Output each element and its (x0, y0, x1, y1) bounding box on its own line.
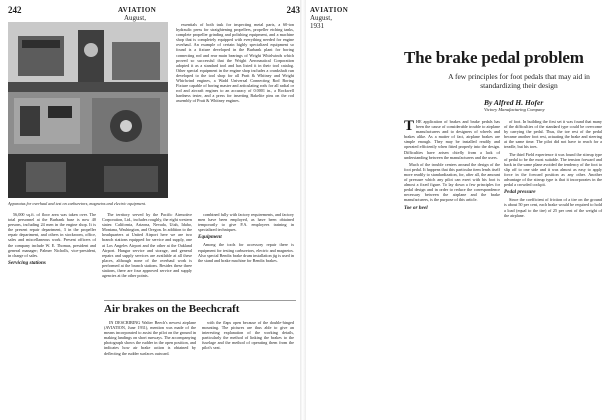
photo-caption: Apparatus for overhaul and test on carburetors, magnetos and electric equipment. (8, 201, 146, 206)
left-issue-date: August, (124, 14, 146, 22)
workshop-photo-graphic (8, 22, 168, 198)
right-page (286, 0, 606, 420)
equipment-photo (8, 22, 168, 198)
equipment-subhead: Equipment (198, 234, 222, 241)
paragraph (404, 119, 500, 160)
paragraph: Since the coefficient of friction of a tire on the ground is about 50 per cent, each brake would be required to hold a load (equal to the tire) of 25 per cent of the weight of the airplane. (504, 197, 602, 218)
lead-text: HE application of brakes and brake pedals has been the cause of considerable trouble to airplane manufacturers and to designers of wheels and brakes alike. As a matter of fact, airplane brakes are simple enough. They may be installed readily and operated efficiently when fitted properly into the design. Difficulties have arisen chiefly from a lack of understanding between the manufacturers and the users. (404, 119, 500, 160)
right-page-number: 243 (286, 5, 300, 15)
left-column-b (102, 212, 192, 280)
right-magazine-name: AVIATION (310, 6, 349, 14)
left-page (0, 0, 300, 420)
paragraph: Much of the trouble centers around the design of the foot pedal. It happens that this particular item lends itself more readily to standardization, for, after all, the amount of pressure which any pilot can exert with his foot is almost a fixed figure. To lay down a few principles for pedal design and in order to reduce the correspondence necessary between the airplane and the brake manufacturers, is the purpose of this article. (404, 161, 500, 203)
toe-or-heel-subhead: Toe or heel (404, 204, 428, 211)
drop-cap: T (404, 118, 415, 134)
airbrakes-column-2 (202, 320, 294, 353)
author-affiliation: Victory Manufacturing Company (484, 107, 545, 112)
paragraph: The third Field experience it was found the stirrup type of pedal to be the most suitable. The tension forward and back in the same plane avoided the tendency of the foot to slip off to one side and it was almost as easy to apply force in the forward position as any other. Another advantage of the stirrup type is that it incorporates in the pedal a crowded cockpit. (504, 151, 602, 188)
paragraph: 56,000 sq.ft. of floor area was taken over. The total personnel at the Burbank base is now 40 persons, including 24 men in the engine shop. It is the present repair department, 3 in the propeller repair department, and others in stockroom, office, sales and miscellaneous work. Present officers of the company include W. E. Thomas, president and general manager; Palmer Nicholls, vice-president, in charge of sales. (8, 212, 96, 258)
left-column-a (8, 212, 96, 268)
paragraph: combined fully with factory requirements, and factory men have been employed, as have been obtained temporarily to give P.A. employees training in specialized techniques. (198, 212, 294, 233)
equipment-column (176, 22, 294, 106)
left-magazine-name: AVIATION (118, 6, 157, 14)
paragraph: with the flaps open because of the double-hinged mounting. The pictures are thus able to give an interesting explanation of the working details, particularly the method of linking the brakes to the fuselage and the method of operating them from the pilot's seat. (202, 320, 294, 351)
article-column-2 (504, 119, 602, 220)
left-column-c (198, 212, 294, 265)
paragraph: essentials of both task for inspecting metal parts, a 60-ton hydraulic press for straightening propellers, propeller etching tanks, complete propeller grinding and polishing equipment, and a machine shop that is completely equipped with everything needed for engine overhaul. An example of certain highly specialized equipment so found is a fixture developed in the Burbank plant for boring connecting rod and rear main bearings of Wright Whirlwinds which proved so successful that the Wright Aeronautical Corporation adopted it as a standard tool and has listed it in their tool catalog. Other special equipment in the engine shop includes a crankshaft run developed to the tool shop for all Pratt & Whitney and Wright Whirlwind engines, a Wadd Universal Connecting Rod Boring Fixture capable of boring master and articulating rods for all radial or rod and aircraft engines to an accuracy of 0.0001 in., a Rockwell hardness tester, and a press for inserting Bakelite pins on the rod assembly of Pratt & Whitney engines. (176, 22, 294, 104)
left-page-number: 242 (8, 5, 22, 15)
paragraph: The territory served by the Pacific Airmotive Corporation, Ltd., includes roughly, the eight western states: California, Arizona, Nevada, Utah, Idaho, Montana, Washington, and Oregon. In addition to the headquarters at United Airport here we are two branch stations equipped for service and supply, one at Los Angeles Airport and the other at the Oakland Airport. Hangar service and storage, and general repairs and supply services are available at all these places, although none of the overhaul work is performed at the branch stations. Besides these three stations, there are four approved service and supply agencies at the other points. (102, 212, 192, 279)
article-deck: A few principles for foot pedals that may aid in standardizing their design (448, 72, 590, 90)
airbrakes-headline: Air brakes on the Beechcraft (104, 303, 240, 315)
pedal-pressure-subhead: Pedal pressure (504, 189, 536, 196)
article-title: The brake pedal problem (404, 48, 584, 67)
right-issue-date: August, 1931 (310, 14, 332, 30)
article-column-1 (404, 119, 500, 213)
paragraph: of foot. In building the first set it was found that many of the difficulties of the standard type could be overcome by carrying the pedal. Thus, the toe rest of the pedal became another foot rest, actuating the brake and steering at the same time. The pilot did not have to reach for a treadle, but his toes. (504, 119, 602, 150)
servicing-subhead: Servicing stations (8, 259, 46, 266)
airbrakes-column-1 (104, 320, 196, 358)
section-rule (104, 300, 296, 301)
paragraph: IN DESCRIBING Walter Beech's newest airplane (AVIATION, June 1931), mention was made of the means incorporated to assist the pilot on the ground in making landings on short runways. The accompanying photograph shows the rudder in the open position, and indicates how air brake action is obtained by deflecting the rudder surfaces outward. (104, 320, 196, 356)
author-byline: By Alfred H. Hofer (484, 98, 544, 107)
paragraph: Among the tools for accessory repair there is equipment for testing carburetors, electric and magnetos. Also special Bendix brake drum installation jig is used in the stand and brake machine for Bendix brakes. (198, 242, 294, 263)
